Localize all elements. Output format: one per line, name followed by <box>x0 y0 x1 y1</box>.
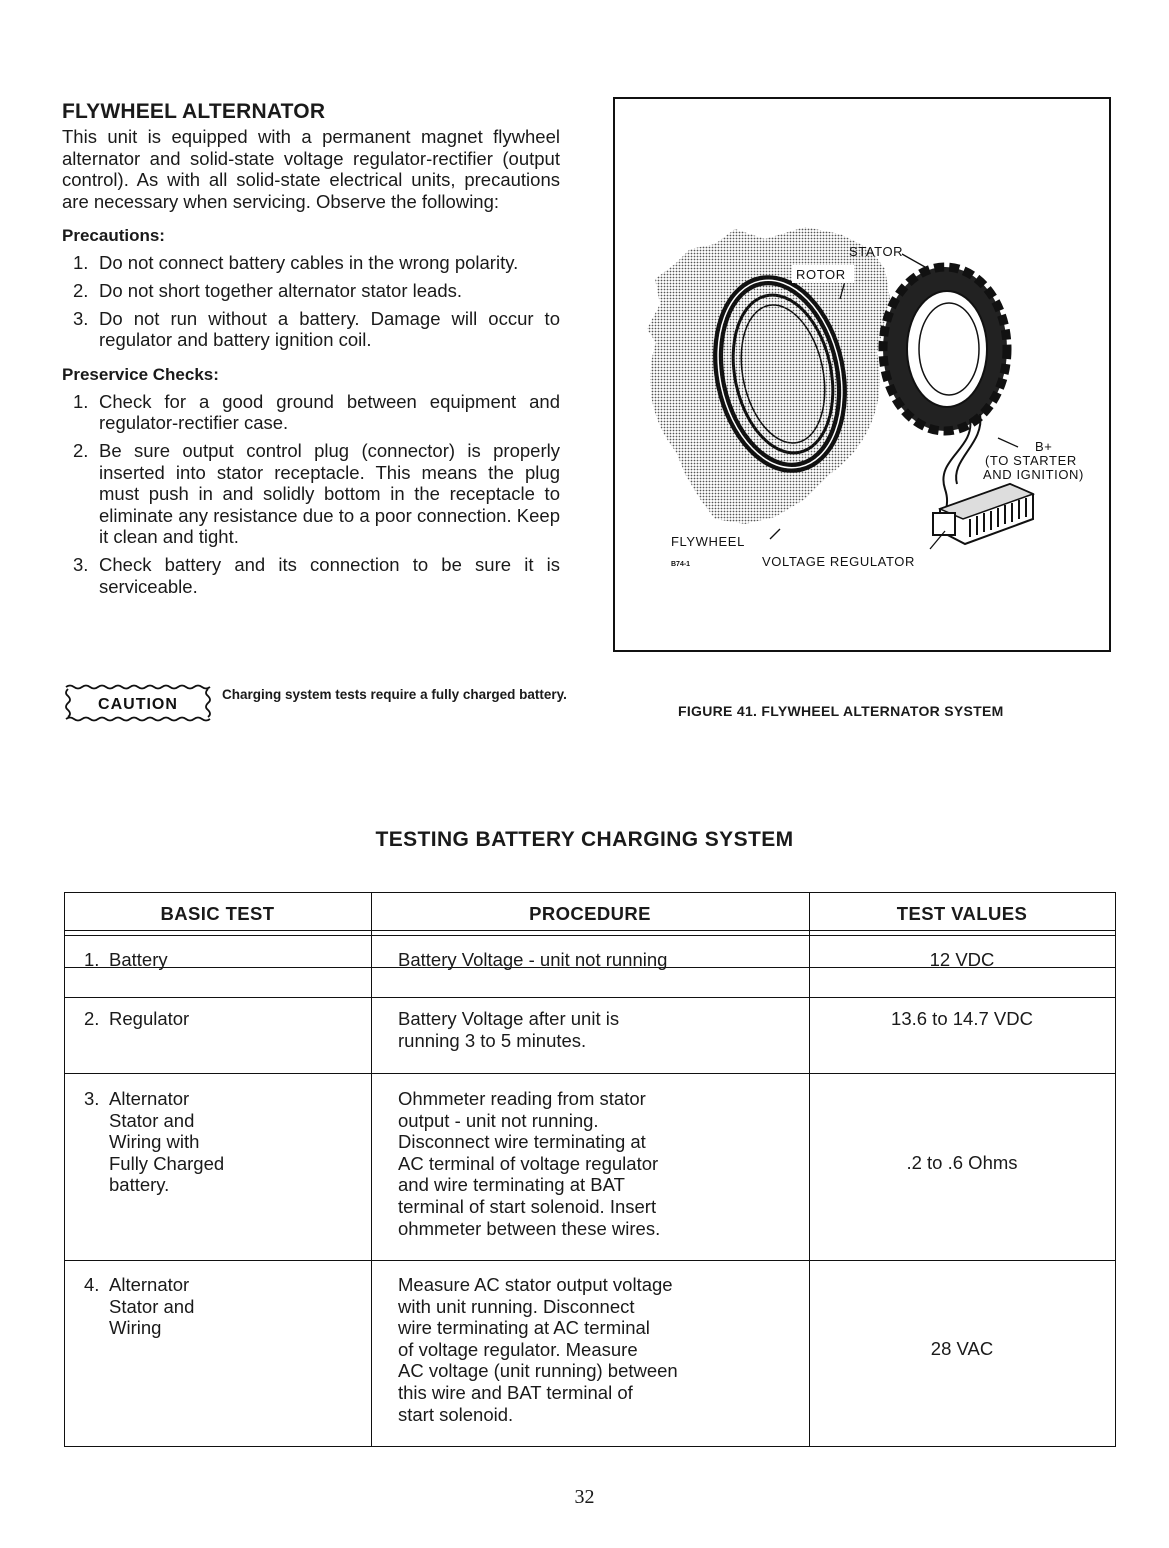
caution-note <box>62 683 567 723</box>
precautions-heading: Precautions: <box>62 226 165 246</box>
list-item: 3. Do not run without a battery. Damage will occur to regulator and battery ignition coil. <box>73 307 560 351</box>
label-flywheel: FLYWHEEL <box>671 534 745 549</box>
label-rotor: ROTOR <box>796 267 846 282</box>
page-number: 32 <box>574 1486 595 1508</box>
preservice-list <box>62 391 560 597</box>
list-item: 1. Check for a good ground between equipment and regulator-rectifier case. <box>73 390 560 434</box>
label-voltage-regulator: VOLTAGE REGULATOR <box>762 554 915 569</box>
table-row-3-procedure: Ohmmeter reading from stator output - unit not running. Disconnect wire terminating at AC terminal of voltage regulator and wire terminating at BAT terminal of start solenoid. Insert ohmmeter between these wires. <box>398 1088 661 1239</box>
table-row-2-test: 2. Regulator <box>84 1008 190 1029</box>
table-title: TESTING BATTERY CHARGING SYSTEM <box>375 828 794 851</box>
voltage-regulator-icon <box>933 484 1033 544</box>
header-basic-test: BASIC TEST <box>160 903 275 924</box>
intro-paragraph: This unit is equipped with a permanent magnet flywheel alternator and solid-state voltage regulator-rectifier (output control). As with all solid-state electrical units, precautions are necessary when servicing. Observe the following: <box>62 126 560 212</box>
label-stator: STATOR <box>849 244 904 259</box>
test-table <box>64 892 1116 1447</box>
label-and-ignition: AND IGNITION) <box>983 467 1084 482</box>
list-item: 2. Do not short together alternator stator leads. <box>73 279 463 301</box>
preservice-heading: Preservice Checks: <box>62 364 219 384</box>
table-row-3-test: 3. Alternator Stator and Wiring with Fully Charged battery. <box>84 1088 225 1196</box>
figure-box <box>613 97 1111 652</box>
alternator-diagram <box>615 99 1109 650</box>
section-title: FLYWHEEL ALTERNATOR <box>62 100 326 123</box>
table-row-3-value: .2 to .6 Ohms <box>906 1152 1018 1173</box>
table-row-1-test: 1. Battery <box>84 949 168 970</box>
left-column <box>62 100 560 603</box>
label-figure-code: B74-1 <box>671 561 691 568</box>
caution-text: Charging system tests require a fully charged battery. <box>222 687 567 702</box>
header-procedure: PROCEDURE <box>529 903 651 924</box>
list-item: 1. Do not connect battery cables in the wrong polarity. <box>73 252 519 274</box>
list-item: 3. Check battery and its connection to be sure it is serviceable. <box>73 553 560 597</box>
table-row-1-value: 12 VDC <box>929 949 995 970</box>
label-bplus: B+ <box>1035 439 1053 454</box>
table-row-2-value: 13.6 to 14.7 VDC <box>891 1008 1033 1029</box>
svg-text:CAUTION: CAUTION <box>98 696 178 713</box>
list-item: 2. Be sure output control plug (connector) is properly inserted into stator receptacle. This means the plug must push in and solidly bottom in the receptacle to eliminate any resistance due to a poor connection. Keep it clean and tight. <box>73 439 560 548</box>
table-row-2-procedure: Battery Voltage after unit is running 3 to 5 minutes. <box>398 1008 620 1051</box>
table-row-4-value: 28 VAC <box>930 1338 994 1359</box>
label-to-starter: (TO STARTER <box>985 453 1077 468</box>
table-row-1-procedure: Battery Voltage - unit not running <box>398 949 668 970</box>
stator-icon <box>883 267 1007 431</box>
precautions-list <box>62 252 560 350</box>
table-row-4-test: 4. Alternator Stator and Wiring <box>84 1274 195 1339</box>
table-row-4-procedure: Measure AC stator output voltage with unit running. Disconnect wire terminating at AC terminal of voltage regulator. Measure AC voltage (unit running) between this wire and BAT terminal of start solenoid. <box>398 1274 678 1425</box>
figure-caption: FIGURE 41. FLYWHEEL ALTERNATOR SYSTEM <box>678 703 1004 719</box>
header-test-values: TEST VALUES <box>896 903 1028 924</box>
caution-badge-icon <box>62 683 214 723</box>
